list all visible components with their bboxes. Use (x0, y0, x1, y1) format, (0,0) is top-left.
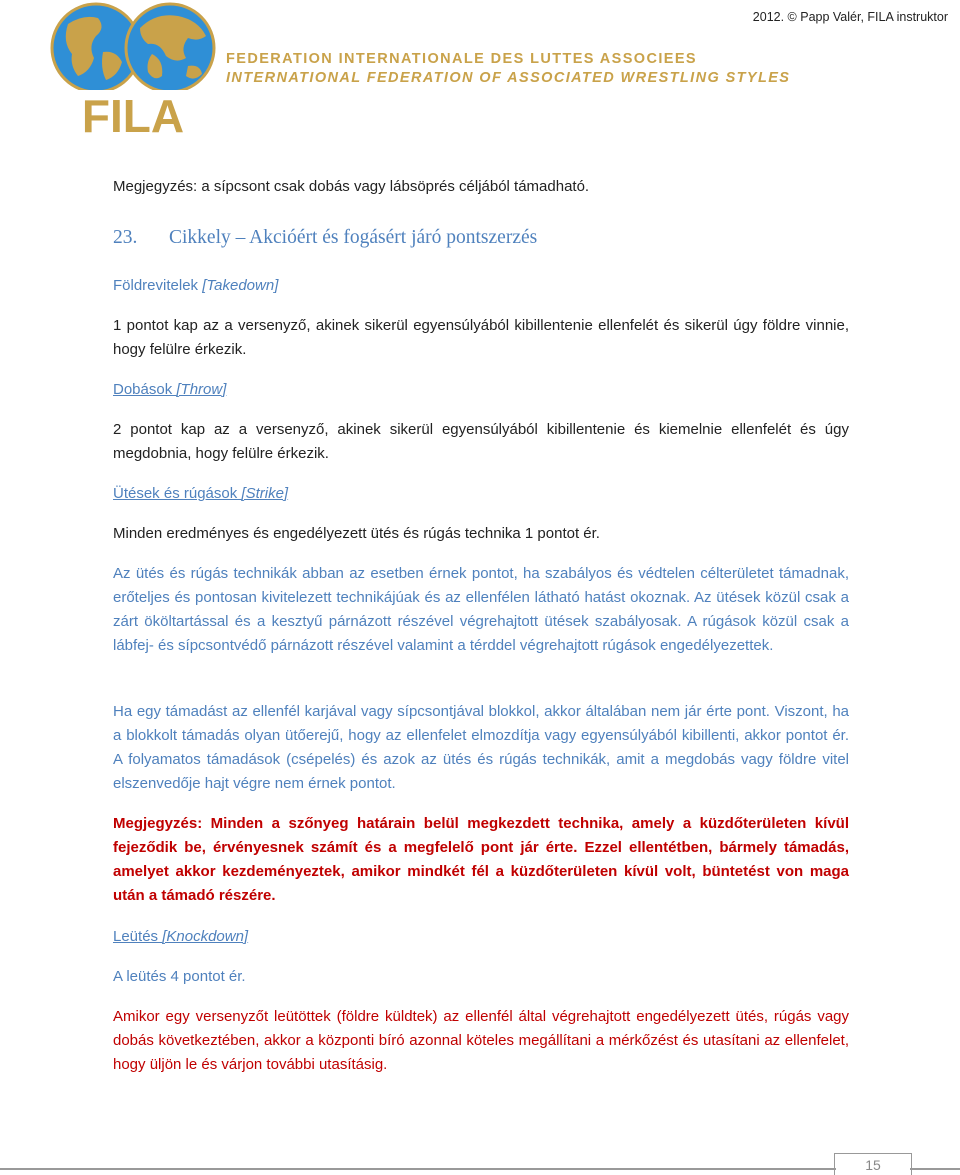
footer-rule (0, 1168, 836, 1170)
note-shin: Megjegyzés: a sípcsont csak dobás vagy lábsöprés céljából támadható. (113, 178, 590, 195)
fila-acronym: FILA (81, 90, 185, 136)
note-mat-boundary: Megjegyzés: Minden a szőnyeg határain belül megkezdett technika, amely a küzdőterületen kívül fejeződik be, érvényesnek számít és a megfelelő pont jár érte. Ezzel ellentétben, bármely támadás, amelyet akkor kezdeményeztek, amikor mindkét fél a küzdőterületen kívül volt, büntetést von maga után a támadó részére. (113, 815, 849, 904)
strike-text-3: Ha egy támadást az ellenfél karjával vagy sípcsontjával blokkol, akkor általában nem jár érte pont. Viszont, ha a blokkolt támadás olyan ütőerejű, hogy az ellenfelet elmozdítja vagy egyensúlyából kibillenti, akkor pontot ér. A folyamatos támadások (csépelés) és azok az ütés és rúgás technikák, amit a megdobás vagy földre vitel elszenvedője hajt végre nem érnek pontot. (113, 703, 849, 792)
fila-logo (48, 2, 218, 136)
section-heading (113, 227, 537, 249)
strike-text-2: Az ütés és rúgás technikák abban az esetben érnek pontot, ha szabályos és védtelen célterületet támadnak, erőteljes és pontosan kivitelezett technikájúak és az ellenfélen látható hatást okoznak. Az ütések közül csak a zárt ököltartással és a kesztyű párnázott részével végrehajtott ütések szabályosak. A rúgások közül csak a lábfej- és sípcsontvédő párnázott részével valamint a térddel végrehajtott rúgások engedélyezettek. (113, 565, 849, 654)
page-number: 15 (834, 1153, 912, 1175)
header-author: 2012. © Papp Valér, FILA instruktor (752, 10, 948, 24)
footer-rule-right (910, 1168, 960, 1170)
knockdown-text-2: Amikor egy versenyzőt leütöttek (földre küldtek) az ellenfél által végrehajtott engedélyezett ütés, rúgás vagy dobás következtében, akkor a központi bíró azonnal köteles megállítani a mérkőzést és utasítani az ellenfelet, hogy üljön le és várjon további utasításig. (113, 1008, 849, 1073)
throw-text: 2 pontot kap az a versenyző, akinek sikerül egyensúlyából kibillentenie és kiemelnie ellenfelét és úgy megdobnia, hogy felülre érkezik. (113, 421, 849, 462)
org-name-fr: FEDERATION INTERNATIONALE DES LUTTES ASSOCIEES (226, 51, 697, 67)
org-name-en: INTERNATIONAL FEDERATION OF ASSOCIATED WRESTLING STYLES (226, 70, 791, 86)
section-title: Cikkely – Akcióért és fogásért járó pontszerzés (169, 227, 538, 248)
section-number: 23. (113, 227, 138, 248)
organization-name (226, 50, 790, 88)
takedown-text: 1 pontot kap az a versenyző, akinek sikerül egyensúlyából kibillentenie ellenfelét és sikerül úgy földre vinnie, hogy felülre érkezik. (113, 317, 849, 358)
knockdown-heading: Leütés [Knockdown] (113, 928, 249, 945)
strike-heading: Ütések és rúgások [Strike] (113, 485, 289, 502)
strike-text-1: Minden eredményes és engedélyezett ütés és rúgás technika 1 pontot ér. (113, 525, 600, 542)
knockdown-text-1: A leütés 4 pontot ér. (113, 968, 246, 985)
throw-heading: Dobások [Throw] (113, 381, 227, 398)
takedown-heading: Földrevitelek [Takedown] (113, 277, 279, 294)
